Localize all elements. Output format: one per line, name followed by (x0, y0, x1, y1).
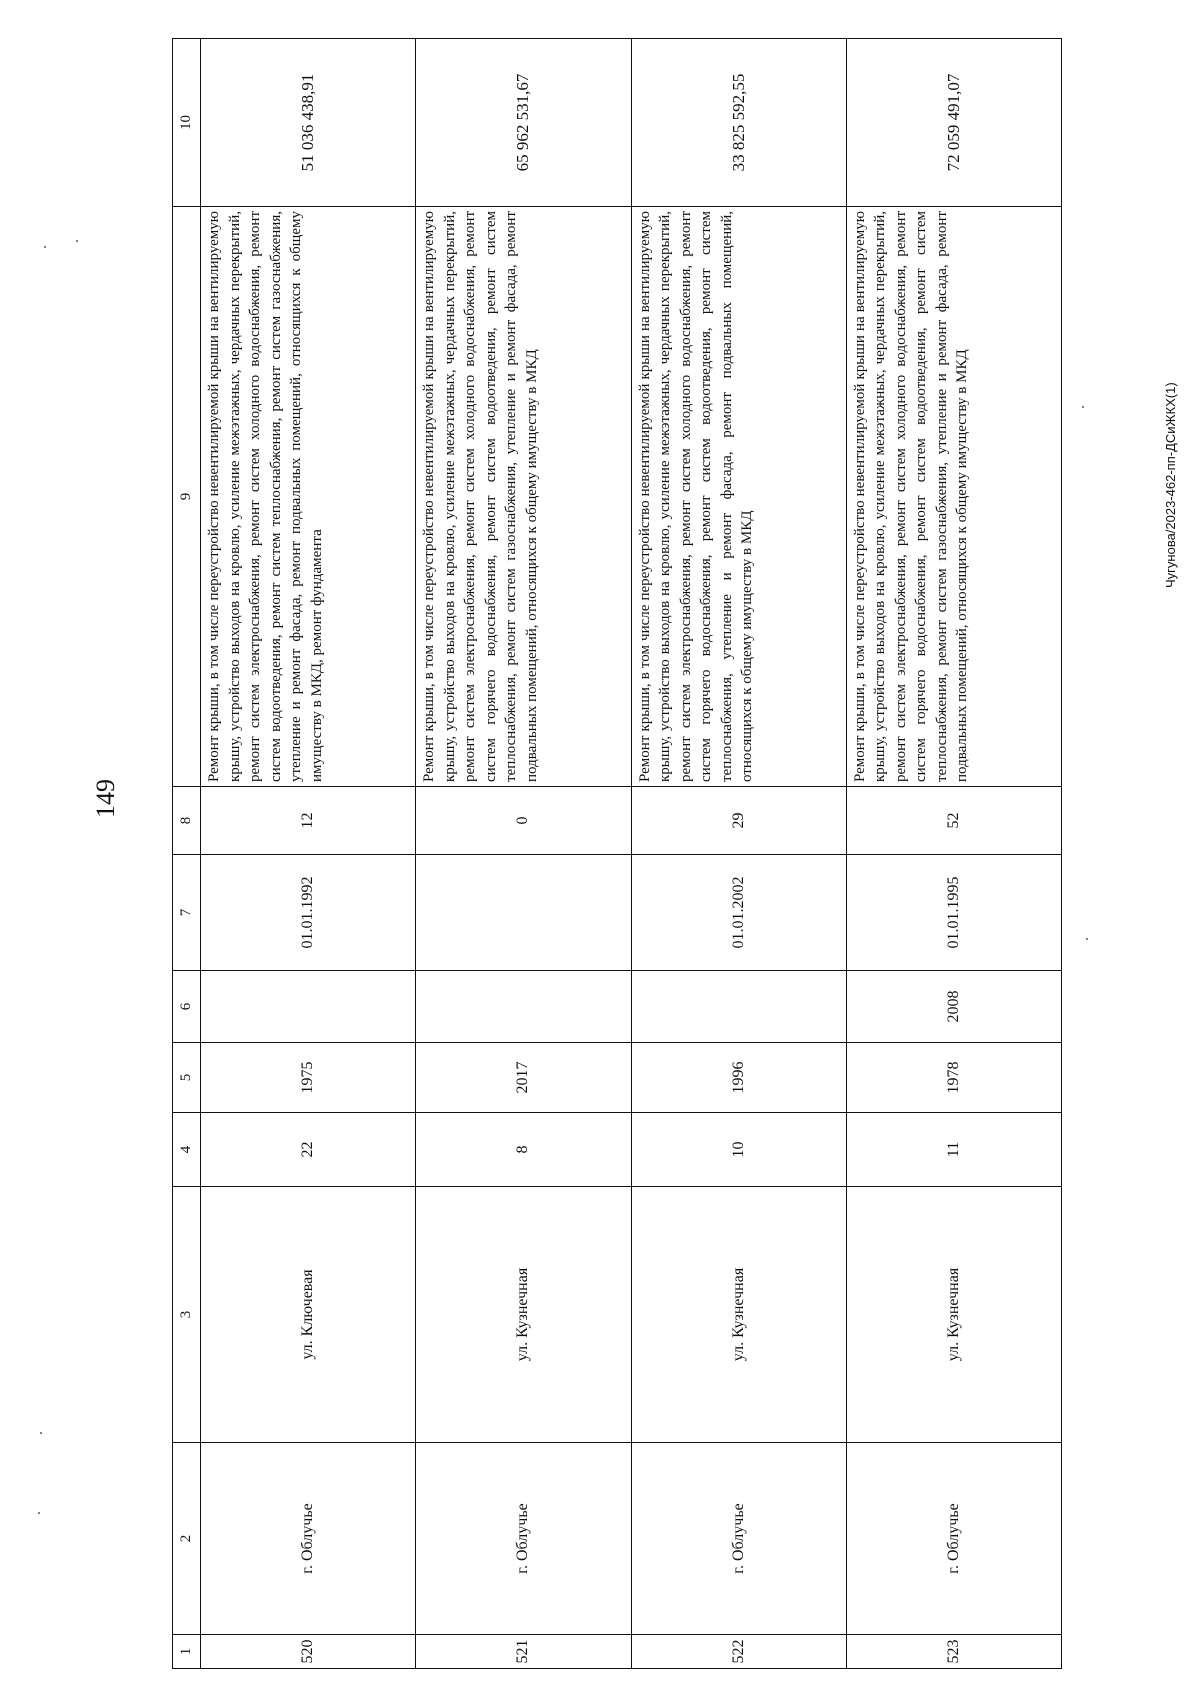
table-row (416, 39, 631, 1669)
street-cell: ул. Кузнечная (416, 1187, 631, 1443)
year-col6-cell (416, 971, 631, 1043)
column-number: 10 (173, 39, 201, 207)
cost-cell: 65 962 531,67 (416, 39, 631, 207)
scan-speck (44, 246, 46, 248)
cost-cell: 33 825 592,55 (631, 39, 846, 207)
year-built-cell: 1996 (631, 1043, 846, 1113)
house-number-cell: 8 (416, 1113, 631, 1187)
row-number: 523 (846, 1635, 1061, 1669)
col8-cell: 52 (846, 787, 1061, 855)
column-number: 8 (173, 787, 201, 855)
table-row (846, 39, 1061, 1669)
date-col7-cell (416, 855, 631, 971)
page-number: 149 (91, 779, 120, 818)
year-col6-cell: 2008 (846, 971, 1061, 1043)
house-number-cell: 22 (201, 1113, 416, 1187)
date-col7-cell: 01.01.2002 (631, 855, 846, 971)
cost-cell: 51 036 438,91 (201, 39, 416, 207)
settlement-cell: г. Облучье (631, 1443, 846, 1635)
house-number-cell: 10 (631, 1113, 846, 1187)
works-description-cell: Ремонт крыши, в том числе переустройство невентилируемой крыши на вентилируемую крышу, устройство выходов на кровлю, усиление межэтажных, чердачных перекрытий, ремонт систем электроснабжения, ремонт систем холодного водоснабжения, ремонт систем горячего водоснабжения, ремонт систем водоотведения, ремонт систем теплоснабжения, ремонт систем газоснабжения, утепление и ремонт фасада, ремонт подвальных помещений, относящихся к общему имуществу в МКД (416, 207, 631, 787)
document-code: Чугунова/2023-462-пп-ДСиЖКХ(1) (1163, 382, 1178, 588)
date-col7-cell: 01.01.1995 (846, 855, 1061, 971)
date-col7-cell: 01.01.1992 (201, 855, 416, 971)
col8-cell: 29 (631, 787, 846, 855)
settlement-cell: г. Облучье (846, 1443, 1061, 1635)
street-cell: ул. Ключевая (201, 1187, 416, 1443)
year-built-cell: 1978 (846, 1043, 1061, 1113)
row-number: 522 (631, 1635, 846, 1669)
rotated-table-container (172, 39, 1062, 1669)
column-number: 6 (173, 971, 201, 1043)
street-cell: ул. Кузнечная (631, 1187, 846, 1443)
scan-speck (38, 1512, 40, 1514)
column-number: 4 (173, 1113, 201, 1187)
scan-speck (40, 1432, 42, 1434)
column-number: 9 (173, 207, 201, 787)
year-built-cell: 1975 (201, 1043, 416, 1113)
scan-speck (76, 240, 78, 242)
col8-cell: 12 (201, 787, 416, 855)
settlement-cell: г. Облучье (201, 1443, 416, 1635)
column-number: 2 (173, 1443, 201, 1635)
street-cell: ул. Кузнечная (846, 1187, 1061, 1443)
table-row (201, 39, 416, 1669)
year-col6-cell (201, 971, 416, 1043)
works-description-cell: Ремонт крыши, в том числе переустройство невентилируемой крыши на вентилируемую крышу, устройство выходов на кровлю, усиление межэтажных, чердачных перекрытий, ремонт систем электроснабжения, ремонт систем холодного водоснабжения, ремонт систем горячего водоснабжения, ремонт систем водоотведения, ремонт систем теплоснабжения, утепление и ремонт фасада, ремонт подвальных помещений, относящихся к общему имуществу в МКД (631, 207, 846, 787)
year-built-cell: 2017 (416, 1043, 631, 1113)
works-description-cell: Ремонт крыши, в том числе переустройство невентилируемой крыши на вентилируемую крышу, устройство выходов на кровлю, усиление межэтажных, чердачных перекрытий, ремонт систем электроснабжения, ремонт систем холодного водоснабжения, ремонт систем водоотведения, ремонт систем теплоснабжения, ремонт систем газоснабжения, утепление и ремонт фасада, ремонт подвальных помещений, относящихся к общему имуществу в МКД, ремонт фундамента (201, 207, 416, 787)
house-number-cell: 11 (846, 1113, 1061, 1187)
year-col6-cell (631, 971, 846, 1043)
scan-speck (1082, 406, 1084, 408)
cost-cell: 72 059 491,07 (846, 39, 1061, 207)
repair-program-table (172, 38, 1062, 1669)
column-number: 1 (173, 1635, 201, 1669)
row-number: 521 (416, 1635, 631, 1669)
table-row (631, 39, 846, 1669)
settlement-cell: г. Облучье (416, 1443, 631, 1635)
column-number: 7 (173, 855, 201, 971)
works-description-cell: Ремонт крыши, в том числе переустройство невентилируемой крыши на вентилируемую крышу, устройство выходов на кровлю, усиление межэтажных, чердачных перекрытий, ремонт систем электроснабжения, ремонт систем холодного водоснабжения, ремонт систем горячего водоснабжения, ремонт систем водоотведения, ремонт систем теплоснабжения, ремонт систем газоснабжения, утепление и ремонт фасада, ремонт подвальных помещений, относящихся к общему имуществу в МКД (846, 207, 1061, 787)
column-number-row (173, 39, 201, 1669)
scan-speck (1086, 938, 1088, 940)
column-number: 5 (173, 1043, 201, 1113)
col8-cell: 0 (416, 787, 631, 855)
column-number: 3 (173, 1187, 201, 1443)
row-number: 520 (201, 1635, 416, 1669)
